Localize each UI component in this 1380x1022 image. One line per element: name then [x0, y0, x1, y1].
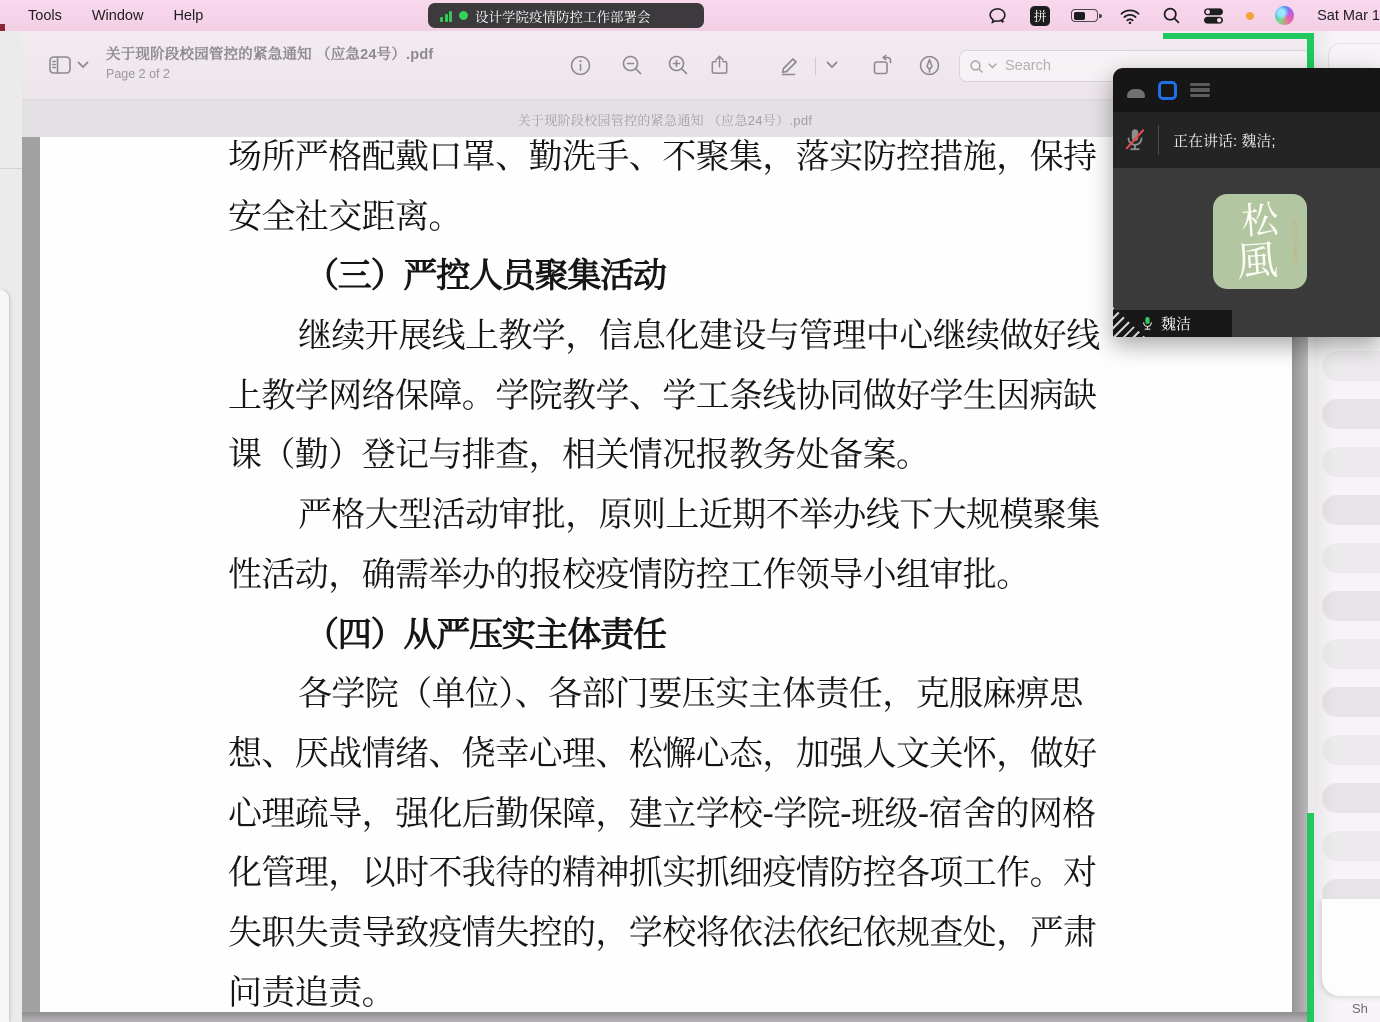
- sidebar-toggle-button[interactable]: [47, 52, 73, 78]
- doc-heading: （三）严控人员聚集活动: [305, 256, 666, 297]
- doc-line: 课（勤）登记与排查，相关情况报教务处备案。: [228, 435, 930, 476]
- divider: [1158, 125, 1159, 155]
- desktop-window-divider: [0, 168, 22, 169]
- list-skeleton-row: [1322, 399, 1380, 429]
- battery-icon[interactable]: [1071, 9, 1098, 22]
- list-skeleton-row: [1322, 639, 1380, 669]
- participant-avatar: [1213, 194, 1307, 289]
- share-border-top: [1163, 33, 1313, 39]
- share-border-right-top: [1307, 33, 1314, 69]
- page-margin-left: [22, 137, 40, 1012]
- list-skeleton-row: [1322, 783, 1380, 813]
- menubar-left-fragment: [0, 24, 5, 31]
- menu-items: [0, 8, 203, 24]
- rotate-button[interactable]: [870, 52, 896, 78]
- document-header-filename: 关于现阶段校园管控的紧急通知 （应急24号）.pdf: [517, 112, 813, 128]
- minimize-button[interactable]: [1127, 89, 1145, 98]
- pinyin-input-icon[interactable]: 拼: [1030, 6, 1050, 26]
- doc-line: 心理疏导，强化后勤保障，建立学校-学院-班级-宿舍的网格: [228, 793, 1096, 834]
- avatar-char-2: 風: [1234, 235, 1280, 287]
- search-scope-chevron-icon: [988, 63, 997, 69]
- doc-line: 问责追责。: [228, 972, 395, 1012]
- chat-app-icon[interactable]: [986, 5, 1009, 27]
- avatar-char-1: 松: [1240, 197, 1280, 244]
- restore-window-button[interactable]: [1158, 81, 1177, 100]
- doc-line: 继续开展线上教学，信息化建设与管理中心继续做好线: [298, 316, 1100, 357]
- wifi-icon[interactable]: [1119, 7, 1141, 25]
- list-skeleton-row: [1322, 447, 1380, 477]
- search-placeholder: Search: [1005, 58, 1051, 74]
- list-skeleton-row: [1322, 495, 1380, 525]
- pdf-page: [40, 137, 1292, 1012]
- doc-line: 想、厌战情绪、侥幸心理、松懈心态，加强人文关怀，做好: [228, 733, 1097, 774]
- signal-bars-icon: [440, 10, 452, 22]
- avatar-side-text: SONGFENG: [1291, 218, 1298, 265]
- window-bottom-edge: [22, 1012, 1308, 1022]
- menu-tools[interactable]: Tools: [28, 7, 62, 24]
- menubar-clock[interactable]: Sat Mar 1: [1317, 7, 1380, 24]
- participant-name: 魏洁: [1161, 316, 1192, 333]
- annotate-pen-button[interactable]: [916, 52, 942, 78]
- zoom-out-button[interactable]: [619, 52, 645, 78]
- doc-line: 安全社交距离。: [228, 196, 462, 237]
- speaking-bar: [1113, 112, 1380, 168]
- menu-bar: [0, 0, 1380, 31]
- notification-dot: [1246, 12, 1254, 20]
- recording-dot-icon: [459, 11, 468, 20]
- menu-lines-button[interactable]: [1190, 83, 1210, 98]
- doc-line: 场所严格配戴口罩、勤洗手、不聚集，落实防控措施，保持: [228, 137, 1097, 177]
- doc-line: 性活动，确需举办的报校疫情防控工作领导小组审批。: [228, 554, 1030, 595]
- info-button[interactable]: [567, 52, 593, 78]
- list-skeleton-row: [1322, 831, 1380, 861]
- mic-active-icon: [1141, 315, 1154, 332]
- siri-icon[interactable]: [1275, 6, 1294, 25]
- toolbar-divider: [815, 57, 816, 75]
- background-window-bottom: [1322, 899, 1380, 996]
- markup-chevron-icon[interactable]: [823, 52, 841, 78]
- doc-heading: （四）从严压实主体责任: [305, 614, 666, 655]
- share-button[interactable]: [706, 52, 732, 78]
- doc-line: 上教学网络保障。学院教学、学工条线协同做好学生因病缺: [228, 375, 1097, 416]
- background-window-edge: [0, 290, 9, 1022]
- sidebar-chevron-icon[interactable]: [75, 52, 91, 78]
- search-icon: [969, 59, 984, 74]
- list-skeleton-row: [1322, 351, 1380, 381]
- share-border-right-bottom: [1307, 813, 1314, 1022]
- doc-line: 严格大型活动审批，原则上近期不举办线下大规模聚集: [298, 495, 1100, 536]
- meeting-float-window: [1113, 68, 1380, 337]
- menu-help[interactable]: Help: [173, 7, 204, 24]
- partial-button-label[interactable]: Sh: [1352, 1001, 1368, 1016]
- spotlight-search-icon[interactable]: [1162, 6, 1181, 25]
- doc-line: 各学院（单位）、各部门要压实主体责任，克服麻痹思: [298, 674, 1083, 715]
- markup-pencil-button[interactable]: [777, 52, 803, 78]
- meeting-video-area: [1113, 168, 1380, 337]
- document-text: [228, 137, 1108, 1012]
- meeting-title: 设计学院疫情防控工作部署会: [475, 9, 651, 25]
- menu-window[interactable]: Window: [91, 7, 144, 24]
- doc-line: 失职失责导致疫情失控的，学校将依法依纪依规查处，严肃: [228, 912, 1097, 953]
- list-skeleton-row: [1322, 543, 1380, 573]
- doc-line: 化管理，以时不我待的精神抓实抓细疫情防控各项工作。对: [228, 853, 1097, 894]
- meeting-status-pill[interactable]: [428, 3, 704, 28]
- speaking-label: 正在讲话: 魏洁;: [1173, 132, 1276, 150]
- document-title: 关于现阶段校园管控的紧急通知 （应急24号）.pdf: [106, 47, 434, 63]
- control-center-icon[interactable]: [1202, 7, 1225, 25]
- list-skeleton-row: [1322, 591, 1380, 621]
- list-skeleton-row: [1322, 735, 1380, 765]
- status-icons: [986, 0, 1380, 31]
- meeting-titlebar: [1113, 68, 1380, 112]
- zoom-in-button[interactable]: [665, 52, 691, 78]
- list-skeleton-row: [1322, 687, 1380, 717]
- document-title-block: [106, 43, 433, 81]
- mic-muted-icon[interactable]: [1122, 126, 1148, 154]
- page-indicator: Page 2 of 2: [106, 67, 170, 81]
